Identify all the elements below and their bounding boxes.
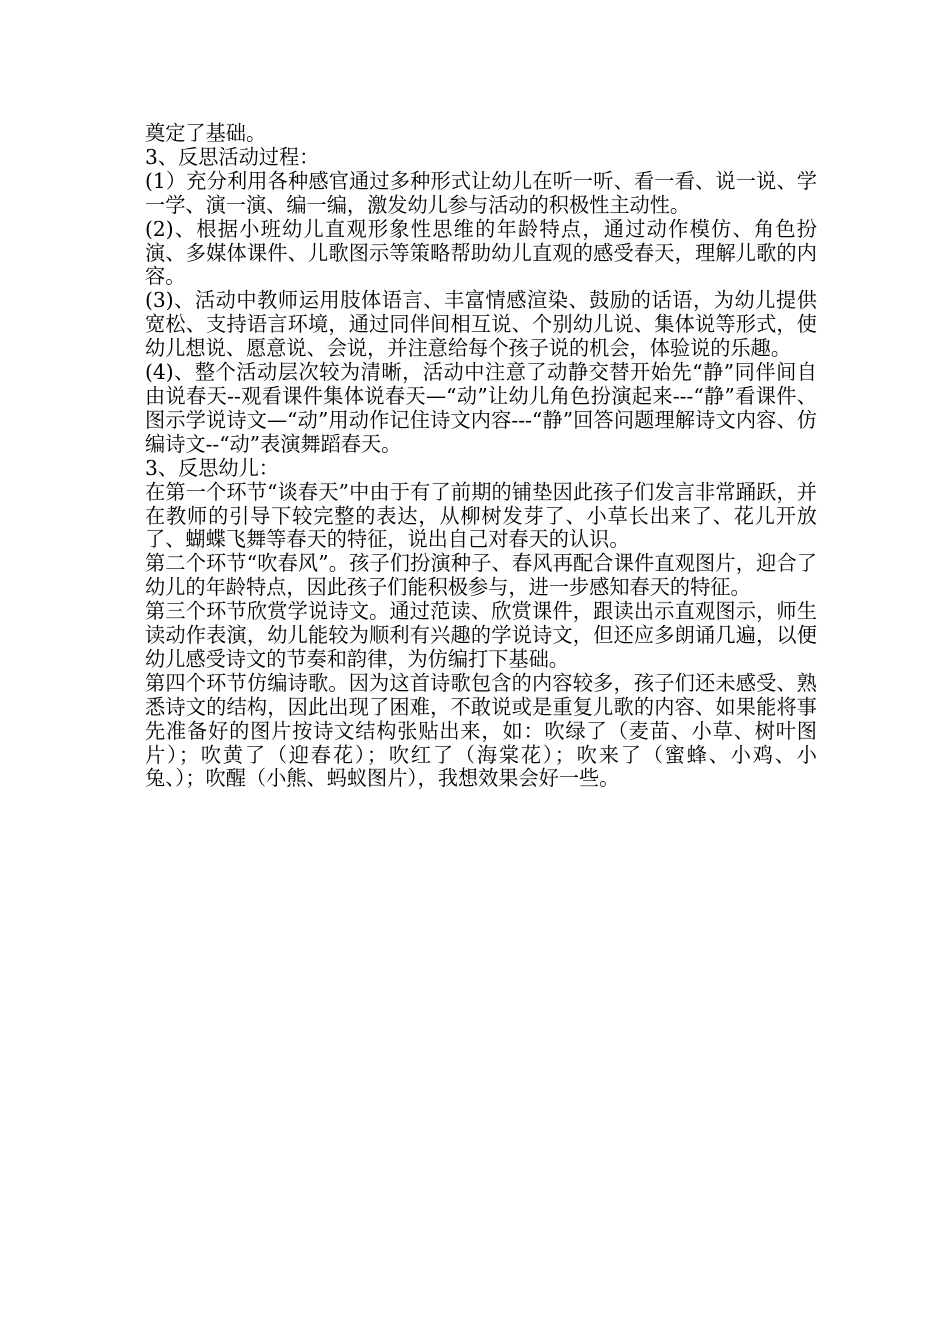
paragraph-foundation: 奠定了基础。 (145, 121, 267, 145)
heading-reflect-process: 3、反思活动过程： (145, 144, 320, 169)
paragraph-point-4: (4)、整个活动层次较为清晰，活动中注意了动静交替开始先“静”同伴间自由说春天--观看课件集体说春天—“动”让幼儿角色扮演起来---“静”看课件、图示学说诗文—“动”用动作记住诗文内容---“静”回答问题理解诗文内容、仿编诗文--“动”表演舞蹈春天。 (145, 360, 817, 456)
heading-reflect-children: 3、反思幼儿： (145, 455, 279, 480)
paragraph-stage-2: 第二个环节“吹春风”。孩子们扮演种子、春风再配合课件直观图片，迎合了幼儿的年龄特点，因此孩子们能积极参与，进一步感知春天的特征。 (145, 551, 817, 600)
paragraph-point-2: (2)、根据小班幼儿直观形象性思维的年龄特点，通过动作模仿、角色扮演、多媒体课件、儿歌图示等策略帮助幼儿直观的感受春天，理解儿歌的内容。 (145, 216, 817, 289)
paragraph-stage-1: 在第一个环节“谈春天”中由于有了前期的铺垫因此孩子们发言非常踊跃，并在教师的引导下较完整的表达，从柳树发芽了、小草长出来了、花儿开放了、蝴蝶飞舞等春天的特征，说出自己对春天的认识。 (145, 479, 817, 552)
paragraph-stage-4: 第四个环节仿编诗歌。因为这首诗歌包含的内容较多，孩子们还未感受、熟悉诗文的结构，因此出现了困难，不敢说或是重复儿歌的内容、如果能将事先准备好的图片按诗文结构张贴出来，如：吹绿了（麦苗、小草、树叶图片）；吹黄了（迎春花）；吹红了（海棠花）；吹来了（蜜蜂、小鸡、小兔、）；吹醒（小熊、蚂蚁图片），我想效果会好一些。 (145, 670, 817, 791)
paragraph-point-1: (1）充分利用各种感官通过多种形式让幼儿在听一听、看一看、说一说、学一学、演一演、编一编，激发幼儿参与活动的积极性主动性。 (145, 168, 817, 217)
paragraph-stage-3: 第三个环节欣赏学说诗文。通过范读、欣赏课件，跟读出示直观图示，师生读动作表演，幼儿能较为顺利有兴趣的学说诗文，但还应多朗诵几遍，以便幼儿感受诗文的节奏和韵律，为仿编打下基础。 (145, 599, 817, 671)
paragraph-point-3: (3)、活动中教师运用肢体语言、丰富情感渲染、鼓励的话语，为幼儿提供宽松、支持语言环境，通过同伴间相互说、个别幼儿说、集体说等形式，使幼儿想说、愿意说、会说，并注意给每个孩子说的机会，体验说的乐趣。 (145, 288, 817, 361)
document-body (145, 122, 817, 791)
